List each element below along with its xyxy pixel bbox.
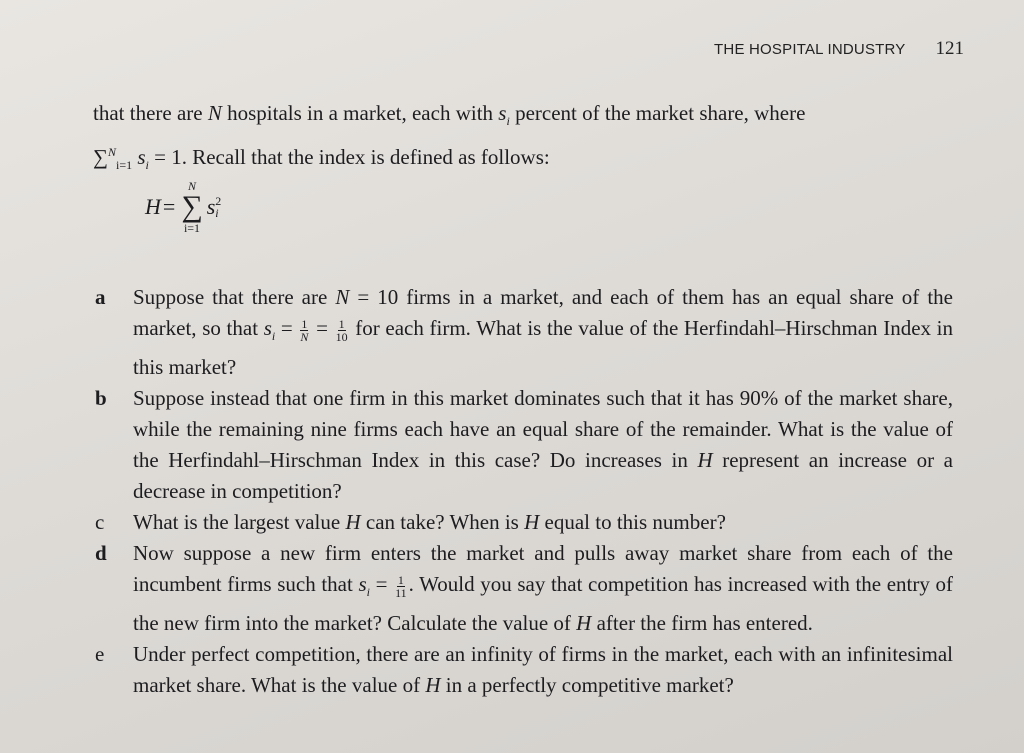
- summation: N ∑ i=1: [181, 179, 203, 235]
- list-item: d Now suppose a new firm enters the market and pulls away market share from each of the incumbent firms such that $s_i$ = $\frac{1}{11}$ . Would you say that competition has increased with the entry of the new firm into the market? Calculate the value of H after the firm has entered.: [95, 541, 953, 636]
- sum-symbol: ∑: [93, 145, 108, 170]
- page-number: 121: [935, 38, 964, 59]
- list-item: c What is the largest value H can take? When is H equal to this number?: [95, 510, 726, 535]
- running-header: [714, 38, 964, 60]
- list-item: e Under perfect competition, there are an infinity of firms in the market, each with an infinitesimal market share. What is the value of H in a perfectly competitive market?: [95, 642, 953, 698]
- list-item: b Suppose instead that one firm in this market dominates such that it has 90% of the market share, while the remaining nine firms each have an equal share of the remainder. What is the value of the Herfindahl–Hirschman Index in this case? Do increases in H represent an increase or a decrease in competition?: [95, 386, 953, 504]
- chapter-title: THE HOSPITAL INDUSTRY: [714, 41, 906, 58]
- intro-paragraph: that there are N hospitals in a market, each with $s_i$ percent of the market share, where ∑$^N_{i=1}$ $s_i = 1$. Recall that the index is defined as follows:: [93, 101, 806, 173]
- list-item: a Suppose that there are N = 10 firms in a market, and each of them has an equal share of the market, so that $s_i$ = $\frac{1}{N}$ = $\frac{1}{10}$ for each firm. What is the value of the Herfindahl–Hirschman Index in this market?: [95, 285, 954, 380]
- exercise-list: [93, 282, 953, 701]
- hhi-formula: H = N ∑ i=1 s 2 i: [145, 179, 222, 235]
